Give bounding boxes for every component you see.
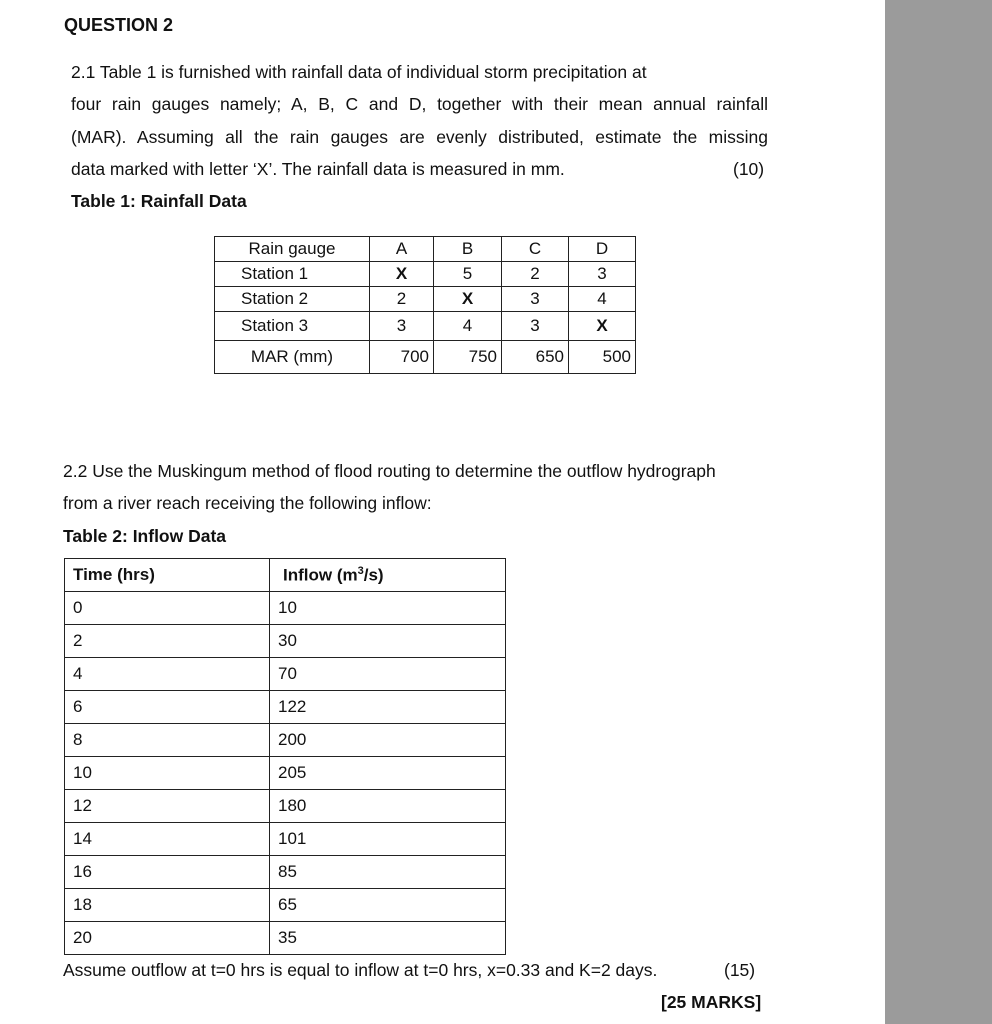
table-row — [215, 312, 636, 341]
header-inflow-suffix: /s) — [363, 565, 384, 585]
time-cell: 18 — [65, 889, 270, 922]
table-cell: 3 — [502, 312, 569, 341]
inflow-cell: 101 — [270, 823, 506, 856]
table-row — [65, 889, 506, 922]
q21-line-3: (MAR). Assuming all the rain gauges are evenly distributed, estimate the missing — [71, 127, 768, 147]
inflow-cell: 85 — [270, 856, 506, 889]
table-cell: 4 — [569, 287, 636, 312]
time-cell: 10 — [65, 757, 270, 790]
table-row — [65, 790, 506, 823]
time-cell: 20 — [65, 922, 270, 955]
inflow-cell: 200 — [270, 724, 506, 757]
table1-caption: Table 1: Rainfall Data — [71, 191, 247, 211]
time-cell: 0 — [65, 592, 270, 625]
table-cell: 3 — [502, 287, 569, 312]
inflow-cell: 10 — [270, 592, 506, 625]
q21-marks: (10) — [733, 159, 765, 179]
time-cell: 4 — [65, 658, 270, 691]
time-cell: 16 — [65, 856, 270, 889]
rainfall-data-table — [214, 236, 636, 374]
table-row — [215, 262, 636, 287]
q21-line-2: four rain gauges namely; A, B, C and D, together with their mean annual rainfall — [71, 94, 768, 114]
inflow-cell: 35 — [270, 922, 506, 955]
table-cell: 750 — [434, 341, 502, 374]
time-cell: 12 — [65, 790, 270, 823]
time-cell: 8 — [65, 724, 270, 757]
table2-header-row — [65, 559, 506, 592]
table-row — [65, 922, 506, 955]
table-cell: X — [370, 262, 434, 287]
table-row — [65, 592, 506, 625]
table-row — [215, 287, 636, 312]
table-row — [65, 691, 506, 724]
station-label: Station 1 — [215, 262, 370, 287]
table-cell: X — [569, 312, 636, 341]
table-cell: 2 — [370, 287, 434, 312]
table-cell: 700 — [370, 341, 434, 374]
header-gauge-c: C — [502, 237, 569, 262]
question-title: QUESTION 2 — [64, 15, 174, 35]
header-gauge-a: A — [370, 237, 434, 262]
header-inflow-sup: 3 — [357, 564, 364, 577]
header-inflow — [270, 559, 506, 592]
time-cell: 6 — [65, 691, 270, 724]
table-cell: 500 — [569, 341, 636, 374]
header-gauge-d: D — [569, 237, 636, 262]
table-row — [65, 823, 506, 856]
time-cell: 14 — [65, 823, 270, 856]
inflow-data-table — [64, 558, 506, 955]
table-cell: 3 — [569, 262, 636, 287]
table-cell: 3 — [370, 312, 434, 341]
inflow-cell: 70 — [270, 658, 506, 691]
q22-marks: (15) — [724, 960, 756, 980]
table-cell: 2 — [502, 262, 569, 287]
gray-side-panel — [885, 0, 992, 1024]
header-time: Time (hrs) — [65, 559, 270, 592]
header-gauge-b: B — [434, 237, 502, 262]
inflow-cell: 122 — [270, 691, 506, 724]
table1-header-row — [215, 237, 636, 262]
q22-assumption: Assume outflow at t=0 hrs is equal to inflow at t=0 hrs, x=0.33 and K=2 days. — [63, 960, 658, 980]
table-cell: 650 — [502, 341, 569, 374]
inflow-cell: 180 — [270, 790, 506, 823]
station-label: Station 2 — [215, 287, 370, 312]
table-cell: 4 — [434, 312, 502, 341]
inflow-cell: 65 — [270, 889, 506, 922]
table-cell: 5 — [434, 262, 502, 287]
inflow-cell: 30 — [270, 625, 506, 658]
inflow-cell: 205 — [270, 757, 506, 790]
total-marks: [25 MARKS] — [661, 992, 762, 1012]
table-row — [65, 658, 506, 691]
time-cell: 2 — [65, 625, 270, 658]
q22-line-1: 2.2 Use the Muskingum method of flood routing to determine the outflow hydrograph — [63, 461, 716, 481]
station-label: Station 3 — [215, 312, 370, 341]
q22-line-2: from a river reach receiving the following inflow: — [63, 493, 432, 513]
table-row — [65, 625, 506, 658]
header-rain-gauge: Rain gauge — [215, 237, 370, 262]
table-row — [65, 724, 506, 757]
table-row — [65, 856, 506, 889]
header-inflow-prefix: Inflow (m — [283, 565, 358, 585]
table-row — [65, 757, 506, 790]
q21-line-1: 2.1 Table 1 is furnished with rainfall data of individual storm precipitation at — [71, 62, 647, 82]
mar-row — [215, 341, 636, 374]
q21-line-4: data marked with letter ‘X’. The rainfall data is measured in mm. — [71, 159, 565, 179]
table-cell: X — [434, 287, 502, 312]
table2-caption: Table 2: Inflow Data — [63, 526, 227, 546]
mar-label: MAR (mm) — [215, 341, 370, 374]
